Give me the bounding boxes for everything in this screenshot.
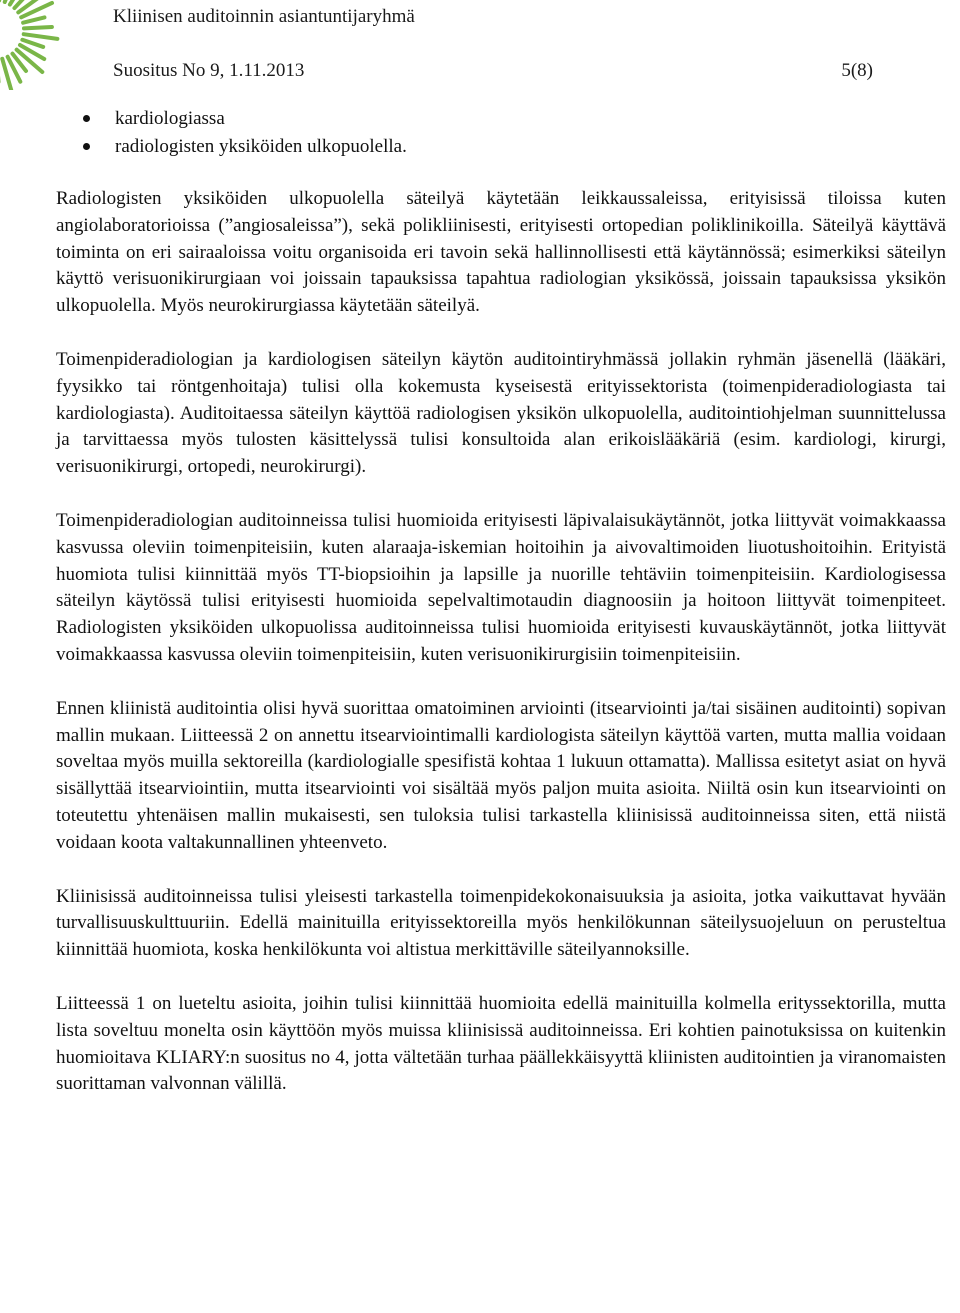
paragraph: Toimenpideradiologian auditoinneissa tulisi huomioida erityisesti läpivalaisukäytännöt, jotka liittyvät voimakkaassa kasvussa oleviin toimenpiteisiin, kuten alaraaja-iskemian hoitoihin ja aivovaltimoiden liuotushoitoihin. Erityistä huomiota tulisi kiinnittää myös TT-biopsioihin ja lapsille ja nuorille tehtäviin toimenpiteisiin. Kardiologisessa säteilyn käytössä tulisi erityisesti huomioida sepelvaltimotaudin diagnoosiin ja hoitoon liittyvät toimenpiteet. Radiologisten yksiköiden ulkopuolissa auditoinneissa tulisi huomioida erityisesti kuvauskäytännöt, jotka liittyvät voimakkaassa kasvussa oleviin toimenpiteisiin, kuten verisuonikirurgisiin toimenpiteisiin. xyxy=(56,509,946,665)
logo-ray xyxy=(23,17,44,22)
recommendation-number: Suositus No 9, 1.11.2013 xyxy=(113,60,305,81)
bullet-list xyxy=(80,105,407,161)
paragraph: Ennen kliinistä auditointia olisi hyvä suorittaa omatoiminen arviointi (itsearviointi ja/tai sisäinen auditointi) sopivan mallin mukaan. Liitteessä 2 on annettu itsearviointimalli kardiologista säteilyn käyttöä varten, mutta mallia voidaan soveltaa myös muilla sektoreilla (kardiologialle spesifistä kohtaa 1 lukuun ottamatta). Mallissa esitetyt asiat on hyvä sisällyttää itsearviointiin, mutta itsearviointi voi sisältää myös paljon muita asioita. Niiltä osin kun itsearviointi on toteutettu yhtenäisen mallin mukaisesti, sen tuloksia tulisi tarkastella kliinisissä auditoinneissa siten, että niistä voidaan koota valtakunnallinen yhteenveto. xyxy=(56,697,946,853)
logo-ray xyxy=(22,40,43,47)
logo-graphic xyxy=(0,0,80,90)
paragraph: Toimenpideradiologian ja kardiologisen säteilyn käytön auditointiryhmässä jollakin ryhmän jäsenellä (lääkäri, fyysikko tai röntgenhoitaja) tulisi olla kokemusta kyseisestä erityissektorista (toimenpideradiologiasta tai kardiologiasta). Auditoitaessa säteilyn käyttöä radiologisen yksikön ulkopuolella, auditointiohjelman suunnittelussa ja tarvittaessa myös tulosten käsittelyssä tulisi konsultoida alan erikoislääkäriä (esim. kardiologi, kirurgi, verisuonikirurgi, ortopedi, neurokirurgi). xyxy=(56,348,946,478)
logo-ray xyxy=(24,27,52,28)
page-number: 5(8) xyxy=(841,60,873,81)
document-body xyxy=(56,186,946,1125)
sunburst-logo-icon xyxy=(0,0,80,90)
paragraph: Liitteessä 1 on lueteltu asioita, joihin tulisi kiinnittää huomioita edellä mainituilla kolmella erityssektorilla, mutta lista soveltuu monelta osin käyttöön myös muissa kliinisissä auditoinneissa. Eri kohtien painotuksissa on kuitenkin huomioitava KLIARY:n suositus no 4, jotta vältetään turhaa päällekkäisyyttä kliinisten auditointien ja viranomaisten suorittaman valvonnan välillä. xyxy=(56,992,946,1095)
organization-name: Kliinisen auditoinnin asiantuntijaryhmä xyxy=(113,6,415,27)
list-item: kardiologiassa xyxy=(80,105,407,133)
paragraph: Radiologisten yksiköiden ulkopuolella säteilyä käytetään leikkaussaleissa, erityisissä tiloissa kuten angiolaboratorioissa (”angiosaleissa”), sekä polikliinisesti, erityisesti ortopedian poliklinikoilla. Säteilyä käyttävä toiminta on eri sairaaloissa voitu organisoida eri tavoin sekä hallinnollisesti että käytännössä; esimerkiksi säteilyn käyttö verisuonikirurgiaan voi joissain tapauksissa tapahtua radiologian yksikössä, joissain tapauksissa yksikön ulkopuolella. Myös neurokirurgiassa käytetään säteilyä. xyxy=(56,188,946,317)
document-meta xyxy=(113,60,873,82)
list-item: radiologisten yksiköiden ulkopuolella. xyxy=(80,133,407,161)
logo-ray xyxy=(24,34,58,39)
paragraph: Kliinisissä auditoinneissa tulisi yleisesti tarkastella toimenpidekokonaisuuksia ja asioita, jotka vaikuttavat hyvään turvallisuuskulttuuriin. Edellä mainituilla erityissektoreilla myös henkilökunnan säteilysuojeluun on perusteltua kiinnittää huomiota, koska henkilökunta voi altistua merkittäville säteilyannoksille. xyxy=(56,885,946,961)
